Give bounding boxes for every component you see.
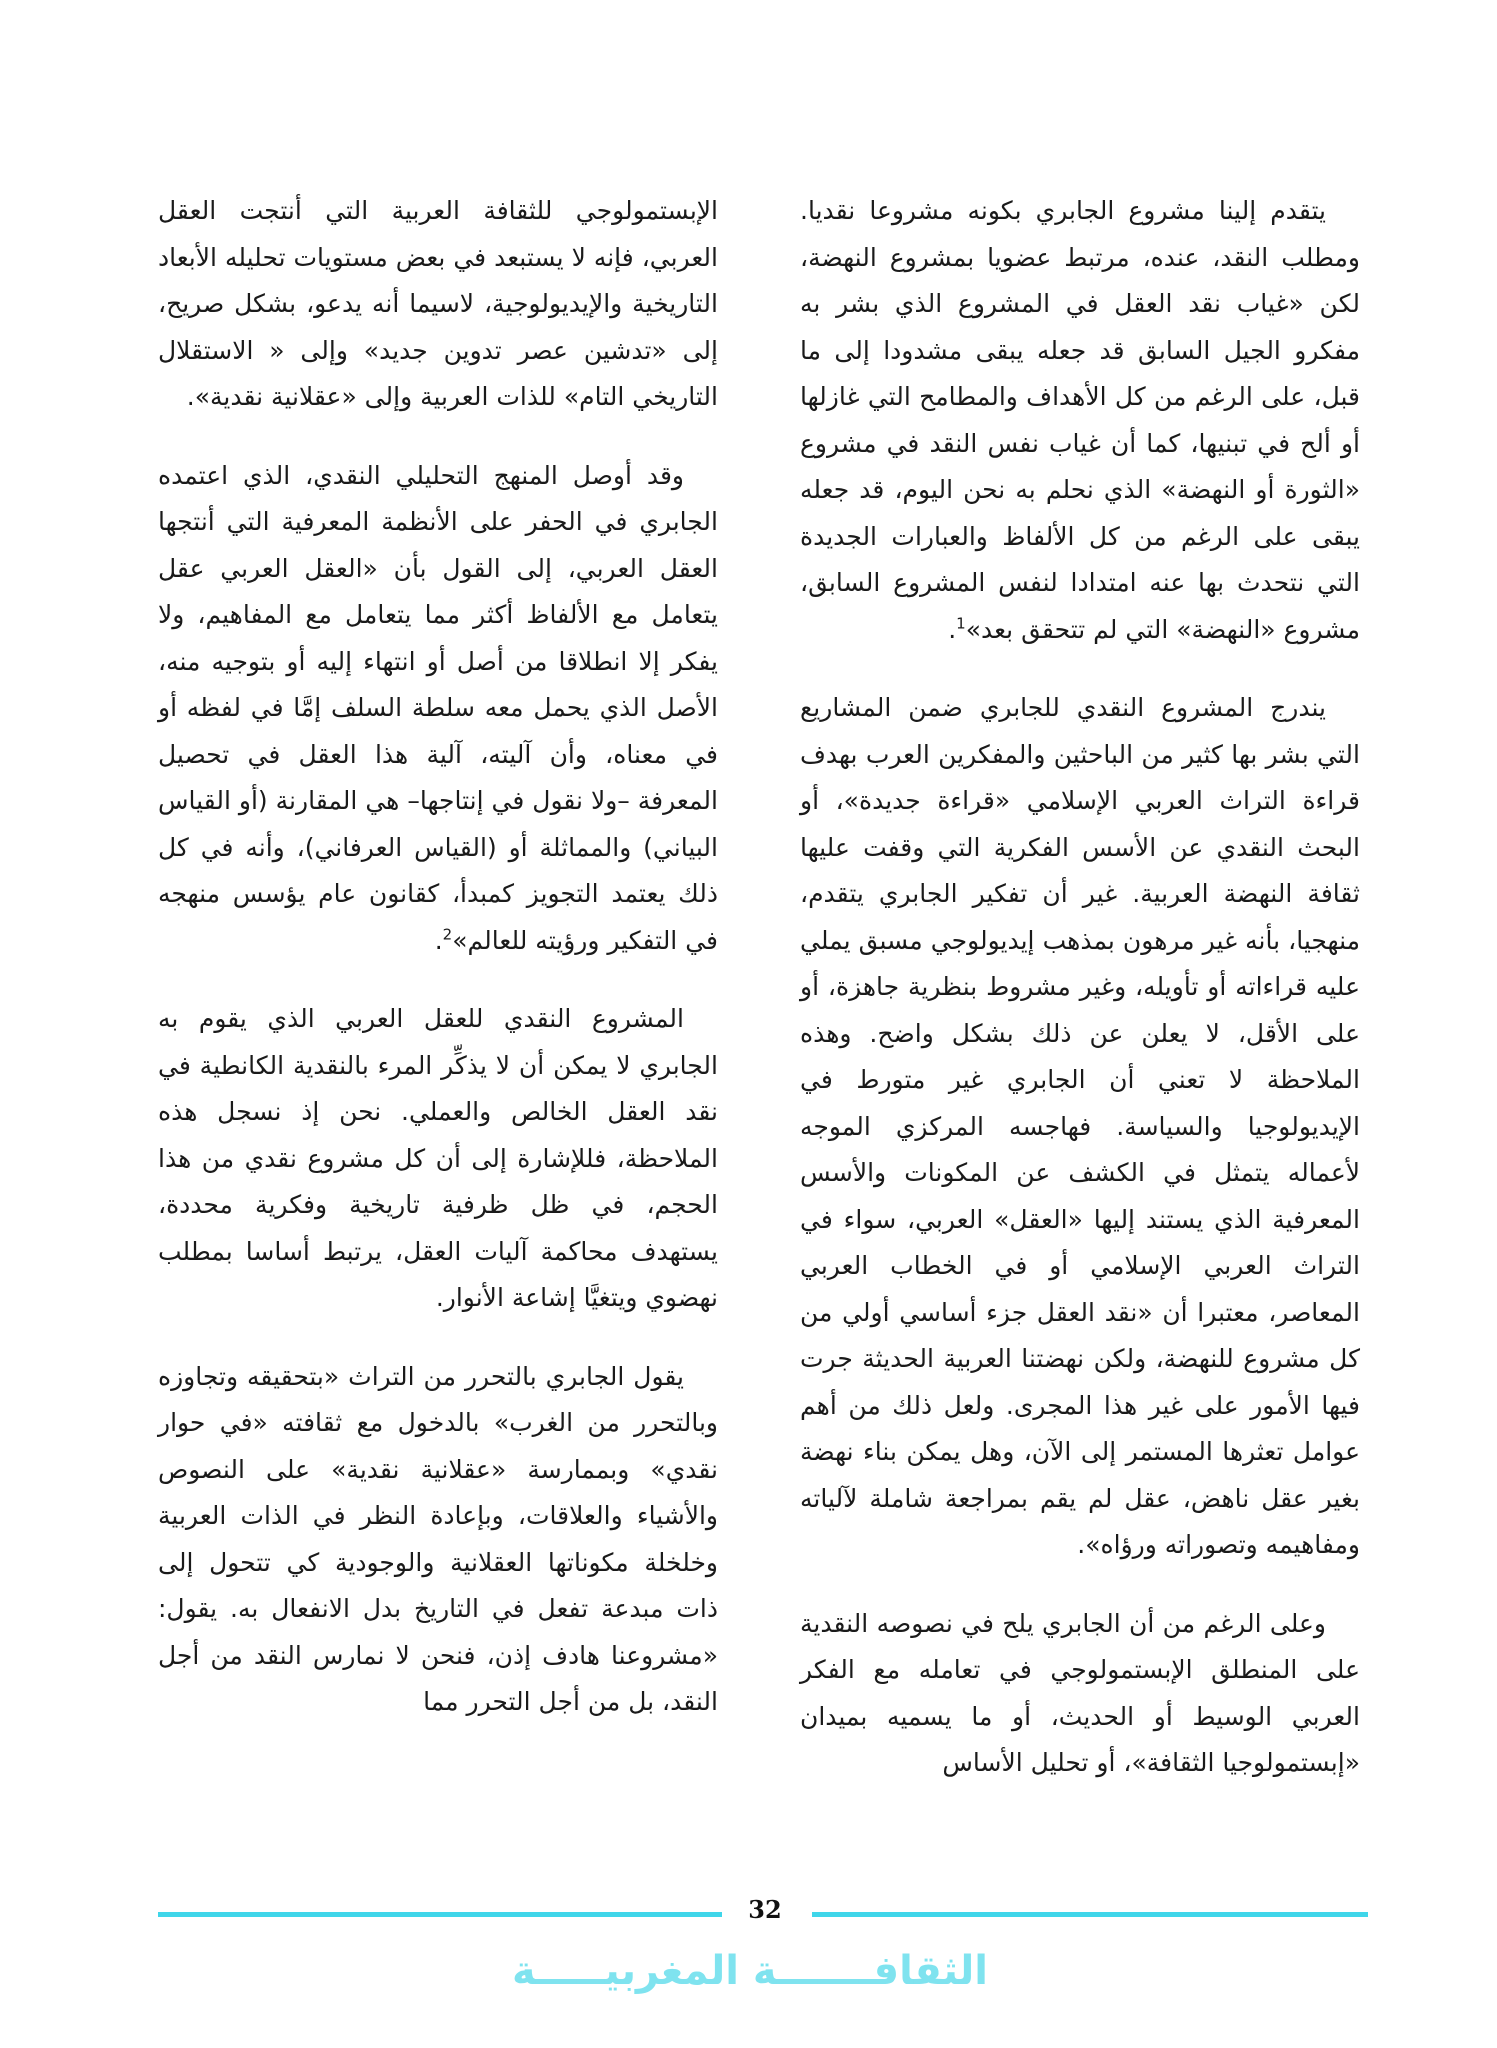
paragraph: يتقدم إلينا مشروع الجابري بكونه مشروعا نقديا. ومطلب النقد، عنده، مرتبط عضويا بمشروع النهضة، لكن «غياب نقد العقل في المشروع الذي بشر به مفكرو الجيل السابق قد جعله يبقى مشدودا إلى ما قبل، على الرغم من كل الأهداف والمطامح التي غازلها أو ألح في تبنيها، كما أن غياب نفس النقد في مشروع «الثورة أو النهضة» الذي نحلم به نحن اليوم، قد جعله يبقى على الرغم من كل الألفاظ والعبارات الجديدة التي نتحدث بها عنه امتدادا لنفس المشروع السابق، مشروع «النهضة» التي لم تتحقق بعد»$^1$. (800, 196, 1360, 644)
paragraph: وعلى الرغم من أن الجابري يلح في نصوصه النقدية على المنطلق الإبستمولوجي في تعامله مع الفكر العربي الوسيط أو الحديث، أو ما يسميه بميدان «إبستمولوجيا الثقافة»، أو تحليل الأساس (800, 1608, 1360, 1777)
footer-rule-right (812, 1912, 1368, 1917)
paragraph: يندرج المشروع النقدي للجابري ضمن المشاريع التي بشر بها كثير من الباحثين والمفكرين العرب بهدف قراءة التراث العربي الإسلامي «قراءة جديدة»، أو البحث النقدي عن الأسس الفكرية التي وقفت عليها ثقافة النهضة العربية. غير أن تفكير الجابري يتقدم، منهجيا، بأنه غير مرهون بمذهب إيديولوجي مسبق يملي عليه قراءاته أو تأويله، وغير مشروط بنظرية جاهزة، أو على الأقل، لا يعلن عن ذلك بشكل واضح. وهذه الملاحظة لا تعني أن الجابري غير متورط في الإيديولوجيا والسياسة. فهاجسه المركزي الموجه لأعماله يتمثل في الكشف عن المكونات والأسس المعرفية الذي يستند إليها «العقل» العربي، سواء في التراث العربي الإسلامي أو في الخطاب العربي المعاصر، معتبرا أن «نقد العقل جزء أساسي أولي من كل مشروع للنهضة، ولكن نهضتنا العربية الحديثة جرت فيها الأمور على غير هذا المجرى. ولعل ذلك من أهم عوامل تعثرها المستمر إلى الآن، وهل يمكن بناء نهضة بغير عقل ناهض، عقل لم يقم بمراجعة شاملة لآلياته ومفاهيمه وتصوراته ورؤاه». (800, 693, 1360, 1559)
footer-rule-left (158, 1912, 722, 1917)
right-text-column (800, 188, 1360, 1819)
footnote-marker[interactable]: 1 (956, 614, 966, 633)
paragraph: وقد أوصل المنهج التحليلي النقدي، الذي اعتمده الجابري في الحفر على الأنظمة المعرفية التي أنتجها العقل العربي، إلى القول بأن «العقل العربي عقل يتعامل مع الألفاظ أكثر مما يتعامل مع المفاهيم، ولا يفكر إلا انطلاقا من أصل أو انتهاء إليه أو بتوجيه منه، الأصل الذي يحمل معه سلطة السلف إمَّا في لفظه أو في معناه، وأن آليته، آلية هذا العقل في تحصيل المعرفة –ولا نقول في إنتاجها– هي المقارنة (أو القياس البياني) والمماثلة أو (القياس العرفاني)، وأنه في كل ذلك يعتمد التجويز كمبدأ، كقانون عام يؤسس منهجه في التفكير ورؤيته للعالم»$^2$. (158, 460, 718, 955)
left-text-column (158, 188, 718, 1758)
paragraph: المشروع النقدي للعقل العربي الذي يقوم به الجابري لا يمكن أن لا يذكِّر المرء بالنقدية الكانطية في نقد العقل الخالص والعملي. نحن إذ نسجل هذه الملاحظة، فللإشارة إلى أن كل مشروع نقدي من هذا الحجم، في ظل ظرفية تاريخية وفكرية محددة، يستهدف محاكمة آليات العقل، يرتبط أساسا بمطلب نهضوي ويتغيَّا إشاعة الأنوار. (158, 1004, 718, 1312)
paragraph: يقول الجابري بالتحرر من التراث «بتحقيقه وتجاوزه وبالتحرر من الغرب» بالدخول مع ثقافته «في حوار نقدي» وبممارسة «عقلانية نقدية» على النصوص والأشياء والعلاقات، وبإعادة النظر في الذات العربية وخلخلة مكوناتها العقلانية والوجودية كي تتحول إلى ذات مبدعة تفعل في التاريخ بدل الانفعال به. يقول: «مشروعنا هادف إذن، فنحن لا نمارس النقد من أجل النقد، بل من أجل التحرر مما (158, 1361, 718, 1716)
journal-masthead: الثقافـــــــة المغربيـــــة (512, 1948, 988, 1994)
footnote-marker[interactable]: 2 (442, 925, 453, 944)
paragraph: الإبستمولوجي للثقافة العربية التي أنتجت العقل العربي، فإنه لا يستبعد في بعض مستويات تحليله الأبعاد التاريخية والإيديولوجية، لاسيما أنه يدعو، بشكل صريح، إلى «تدشين عصر تدوين جديد» وإلى « الاستقلال التاريخي التام» للذات العربية وإلى «عقلانية نقدية». (158, 196, 718, 411)
page-number: 32 (748, 1895, 782, 1924)
